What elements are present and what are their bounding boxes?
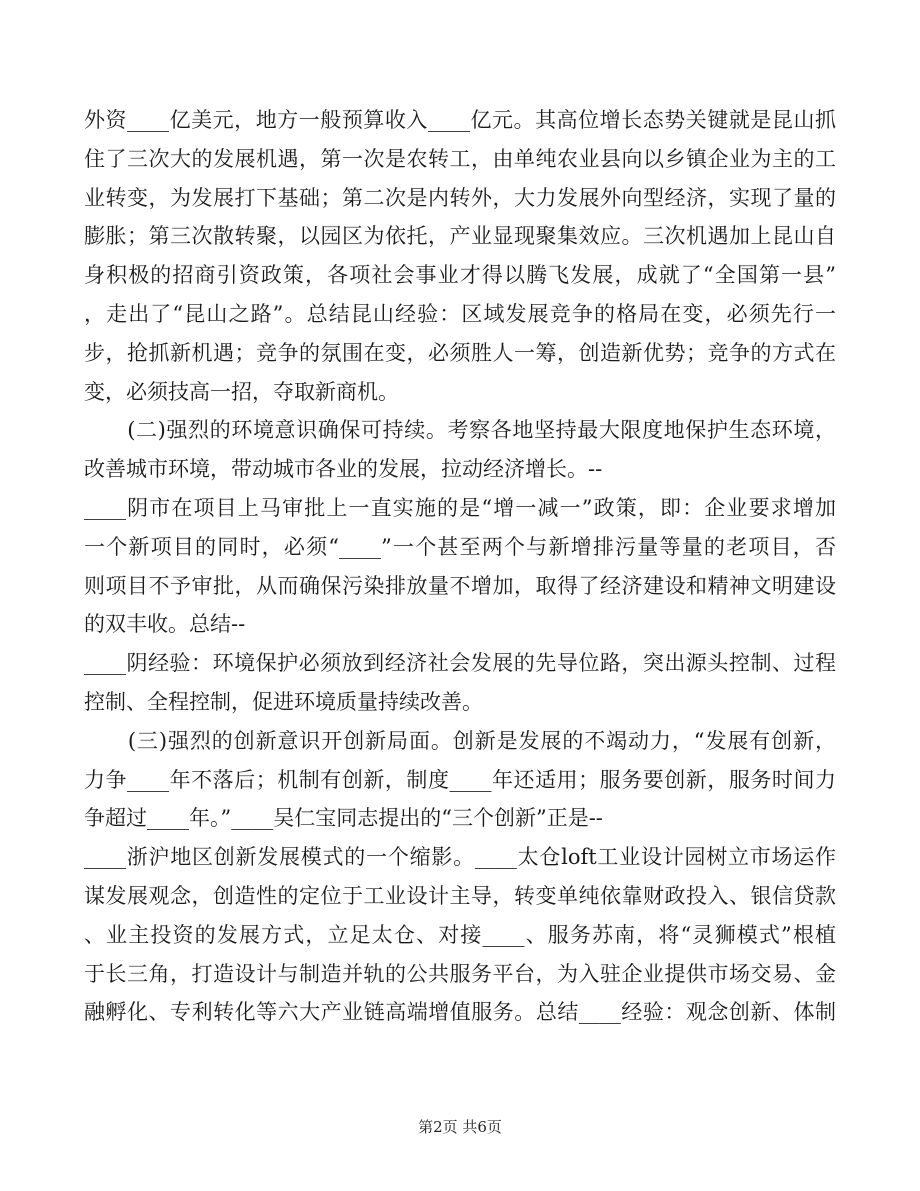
page-number-footer: 第2页 共6页 [418, 1118, 502, 1136]
text-line: 住了三次大的发展机遇，第一次是农转工，由单纯农业县向以乡镇企业为主的工 [84, 146, 836, 171]
text-line: 一个新项目的同时，必须“____”一个甚至两个与新增排污量等量的老项目，否 [84, 534, 836, 559]
text-line: ____浙沪地区创新发展模式的一个缩影。____太仓loft工业设计园树立市场运作 [84, 845, 836, 870]
text-line: 力争____年不落后；机制有创新，制度____年还适用；服务要创新，服务时间力 [84, 767, 836, 792]
text-line: 的双丰收。总结-- [84, 612, 246, 637]
text-line: 融孵化、专利转化等六大产业链高端增值服务。总结____经验：观念创新、体制 [84, 1000, 836, 1025]
text-line: (三)强烈的创新意识开创新局面。创新是发展的不竭动力，“发展有创新， [84, 728, 836, 753]
text-line: 变，必须技高一招，夺取新商机。 [84, 379, 399, 404]
text-line: (二)强烈的环境意识确保可持续。考察各地坚持最大限度地保护生态环境， [84, 418, 836, 443]
text-line: 膨胀；第三次散转聚，以园区为依托，产业显现聚集效应。三次机遇加上昆山自 [84, 224, 836, 249]
text-line: 谋发展观念，创造性的定位于工业设计主导，转变单纯依靠财政投入、银信贷款 [84, 883, 836, 908]
text-line: 外资____亿美元，地方一般预算收入____亿元。其高位增长态势关键就是昆山抓 [84, 108, 836, 132]
text-line: 改善城市环境，带动城市各业的发展，拉动经济增长。-- [84, 457, 603, 482]
text-line: 控制、全程控制，促进环境质量持续改善。 [84, 689, 483, 714]
text-line: 则项目不予审批，从而确保污染排放量不增加，取得了经济建设和精神文明建设 [84, 573, 836, 598]
text-line: ____阴市在项目上马审批上一直实施的是“增一减一”政策，即：企业要求增加 [84, 495, 836, 520]
text-line: 业转变，为发展打下基础；第二次是内转外，大力发展外向型经济，实现了量的 [84, 185, 836, 210]
text-line: 身积极的招商引资政策，各项社会事业才得以腾飞发展，成就了“全国第一县” [84, 263, 836, 288]
text-line: ____阴经验：环境保护必须放到经济社会发展的先导位路，突出源头控制、过程 [84, 651, 836, 676]
document-body [84, 101, 836, 1032]
text-line: ，走出了“昆山之路”。总结昆山经验：区域发展竞争的格局在变，必须先行一 [84, 301, 836, 326]
text-line: 于长三角，打造设计与制造并轨的公共服务平台，为入驻企业提供市场交易、金 [84, 961, 836, 986]
text-line: 、业主投资的发展方式，立足太仓、对接____、服务苏南，将“灵狮模式”根植 [84, 922, 836, 947]
text-line: 步，抢抓新机遇；竞争的氛围在变，必须胜人一筹，创造新优势；竞争的方式在 [84, 340, 836, 365]
text-line: 争超过____年。”____吴仁宝同志提出的“三个创新”正是-- [84, 806, 603, 831]
